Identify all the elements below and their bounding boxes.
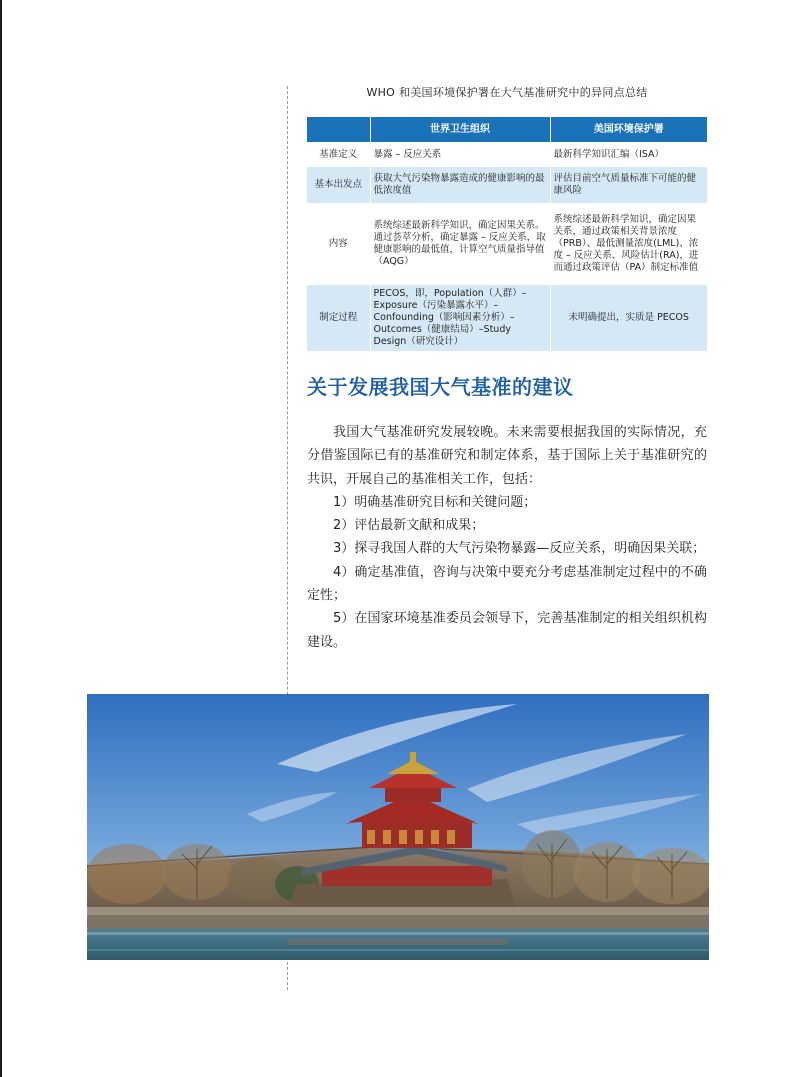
table-cell: 获取大气污染物暴露造成的健康影响的最低浓度值 (370, 167, 550, 203)
page-left-border (0, 0, 2, 1077)
table-row (307, 203, 707, 285)
table-title: WHO 和美国环境保护署在大气基准研究中的异同点总结 (366, 86, 648, 99)
row-label: 基本出发点 (307, 167, 370, 203)
table-header-cell: 美国环境保护署 (550, 117, 707, 142)
list-item: 5）在国家环境基准委员会领导下，完善基准制定的相关组织机构建设。 (307, 611, 707, 650)
list-item: 3）探寻我国人群的大气污染物暴露—反应关系，明确因果关联； (333, 541, 706, 557)
table-cell: PECOS，即，Population（人群）–Exposure（污染暴露水平）–Confounding（影响因素分析）–Outcomes（健康结局）–Study Design（研究设计） (370, 285, 550, 351)
table-header-cell (307, 117, 370, 142)
row-label: 内容 (307, 203, 370, 285)
table-header-row (307, 117, 707, 142)
section-heading: 关于发展我国大气基准的建议 (307, 375, 574, 399)
table-cell: 未明确提出，实质是 PECOS (550, 285, 707, 351)
list-item: 1）明确基准研究目标和关键问题； (333, 494, 537, 510)
list-item: 2）评估最新文献和成果； (333, 518, 485, 534)
table-cell: 暴露 – 反应关系 (370, 142, 550, 167)
table-cell: 评估目前空气质量标准下可能的健康风险 (550, 167, 707, 203)
forbidden-city-photo (87, 694, 709, 960)
table-cell: 最新科学知识汇编（ISA） (550, 142, 707, 167)
table-cell: 系统综述最新科学知识，确定因果关系，通过政策相关背景浓度（PRB）、最低测量浓度(LML)、浓度 – 反应关系、风险估计(RA)，进而通过政策评估（PA）制定标准值 (550, 203, 707, 285)
body-text (307, 421, 707, 654)
table-cell: 系统综述最新科学知识，确定因果关系。通过荟萃分析，确定暴露 – 反应关系，取健康影响的最低值，计算空气质量指导值（AQG） (370, 203, 550, 285)
table-row (307, 285, 707, 351)
comparison-table (307, 117, 707, 351)
table-header-cell: 世界卫生组织 (370, 117, 550, 142)
list-item: 4）确定基准值，咨询与决策中要充分考虑基准制定过程中的不确定性； (307, 564, 707, 604)
intro-paragraph: 我国大气基准研究发展较晚。未来需要根据我国的实际情况，充分借鉴国际已有的基准研究和制定体系，基于国际上关于基准研究的共识，开展自己的基准相关工作，包括： (307, 425, 707, 487)
table-row (307, 142, 707, 167)
row-label: 基准定义 (307, 142, 370, 167)
row-label: 制定过程 (307, 285, 370, 351)
table-row (307, 167, 707, 203)
